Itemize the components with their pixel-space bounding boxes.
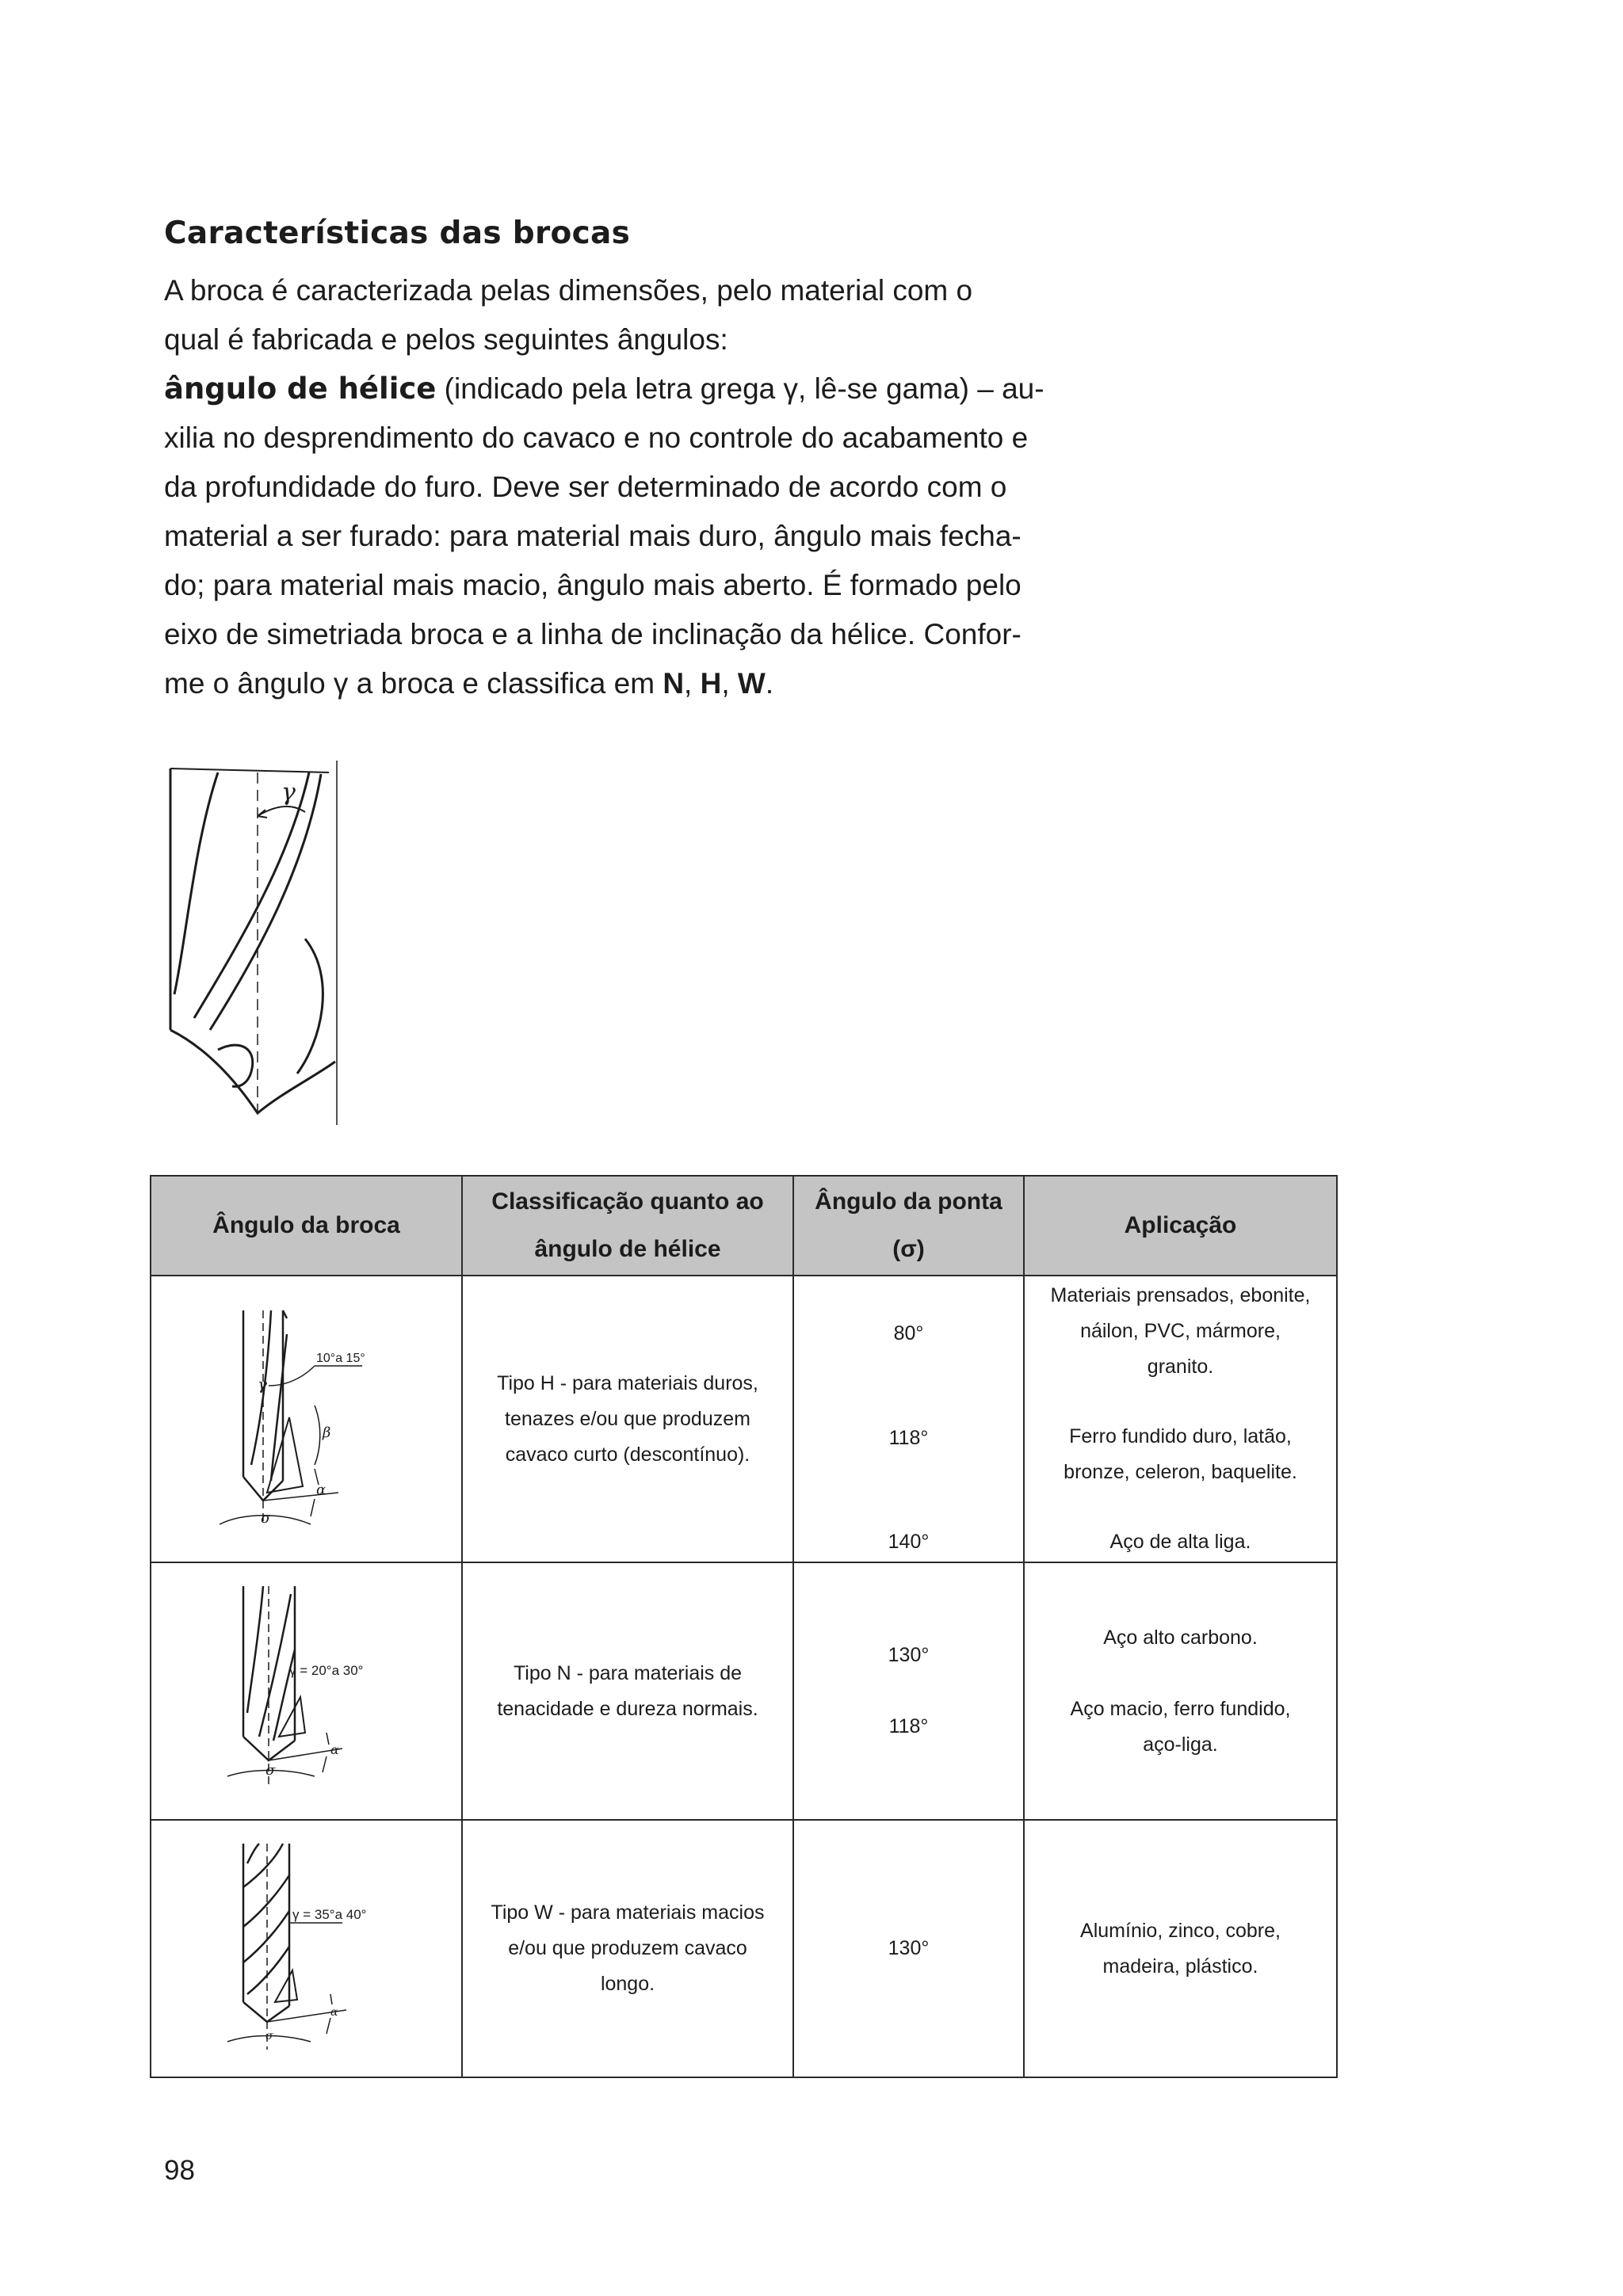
alpha-symbol: α	[330, 1742, 339, 1757]
drill-helix-figure	[162, 757, 349, 1125]
header-application: Aplicação	[1024, 1176, 1337, 1276]
beta-symbol: β	[322, 1424, 330, 1441]
table-row	[151, 1276, 1337, 1562]
helix-angle-term: ângulo de hélice	[164, 372, 437, 406]
helix-range-label: γ = 35°a 40°	[292, 1907, 366, 1922]
type-h-drill-drawing	[204, 1295, 410, 1532]
helix-range-label: γ = 20°a 30°	[288, 1663, 363, 1678]
gamma-symbol: γ	[281, 779, 296, 807]
tip-angle-value: 130°	[888, 1644, 930, 1666]
tip-angle-value: 80°	[893, 1322, 924, 1344]
application-cell: Materiais prensados, ebonite, náilon, PVC, mármore, granito. Ferro fundido duro, latão, bronze, celeron, baquelite. Aço de alta liga.	[1024, 1276, 1337, 1562]
drill-drawing-cell	[151, 1562, 462, 1820]
classification-cell: Tipo N - para materiais de tenacidade e dureza normais.	[462, 1562, 793, 1820]
header-drill-angle: Ângulo da broca	[151, 1176, 462, 1276]
text-line: xilia no desprendimento do cavaco e no controle do acabamento e	[164, 421, 1029, 454]
text-line: A broca é caracterizada pelas dimensões, pelo material com o	[164, 274, 973, 307]
text-fragment: .	[765, 667, 774, 700]
tip-angle-cell	[793, 1562, 1024, 1820]
tip-angle-value: 118°	[888, 1426, 929, 1449]
tip-angle-cell	[793, 1820, 1024, 2077]
helix-flute-3	[297, 939, 323, 1074]
intro-paragraph	[164, 266, 1083, 708]
text-fragment: ,	[684, 667, 701, 700]
alpha-symbol: α	[330, 2006, 338, 2019]
tip-right-edge	[258, 1062, 335, 1113]
helix-flute-1	[194, 772, 309, 1018]
table-row	[151, 1820, 1337, 2077]
section-heading: Características das brocas	[164, 215, 631, 251]
text-fragment: me o ângulo γ a broca e classifica em	[164, 667, 663, 700]
text-fragment: (indicado pela letra grega γ, lê-se gama) – au-	[436, 372, 1044, 405]
tip-angle-value: 118°	[888, 1715, 929, 1737]
text-fragment: ,	[721, 667, 738, 700]
helix-left-curve	[174, 772, 218, 994]
gamma-symbol: γ	[257, 1374, 267, 1394]
sigma-symbol: σ	[260, 1509, 270, 1527]
header-classification: Classificação quanto ao ângulo de hélice	[462, 1176, 793, 1276]
application-cell: Aço alto carbono. Aço macio, ferro fundido, aço-liga.	[1024, 1562, 1337, 1820]
helix-range-label: 10°a 15°	[315, 1351, 365, 1365]
text-line	[164, 364, 1083, 414]
tip-angle-value: 140°	[888, 1531, 930, 1553]
type-w-drill-drawing	[204, 1832, 410, 2054]
drill-drawing-cell	[151, 1276, 462, 1562]
text-line: eixo de simetriada broca e a linha de inclinação da hélice. Confor-	[164, 618, 1022, 650]
header-tip-angle: Ângulo da ponta (σ)	[793, 1176, 1024, 1276]
type-h-label: H	[700, 667, 722, 700]
tip-angle-value: 130°	[888, 1937, 930, 1959]
classification-cell: Tipo W - para materiais macios e/ou que produzem cavaco longo.	[462, 1820, 793, 2077]
tip-left-edge	[170, 1030, 258, 1113]
chisel-edge	[218, 1045, 253, 1086]
table-header-row	[151, 1176, 1337, 1276]
text-line: do; para material mais macio, ângulo mais aberto. É formado pelo	[164, 569, 1022, 601]
text-line: da profundidade do furo. Deve ser determinado de acordo com o	[164, 471, 1007, 503]
sigma-symbol: σ	[265, 1762, 275, 1779]
type-w-label: W	[737, 667, 766, 700]
drill-top-edge	[170, 769, 329, 772]
type-n-drill-drawing	[204, 1578, 410, 1792]
drill-classification-table	[150, 1175, 1338, 2078]
text-line: qual é fabricada e pelos seguintes ângulos:	[164, 323, 728, 356]
sigma-symbol: σ	[265, 2030, 273, 2042]
tip-angle-cell	[793, 1276, 1024, 1562]
classification-cell: Tipo H - para materiais duros, tenazes e/ou que produzem cavaco curto (descontínuo).	[462, 1276, 793, 1562]
type-n-label: N	[663, 667, 685, 700]
page-number: 98	[164, 2155, 195, 2186]
application-cell: Alumínio, zinco, cobre, madeira, plástico.	[1024, 1820, 1337, 2077]
drill-drawing-cell	[151, 1820, 462, 2077]
alpha-symbol: α	[315, 1481, 326, 1498]
table-row	[151, 1562, 1337, 1820]
text-line	[164, 659, 1083, 708]
text-line: material a ser furado: para material mais duro, ângulo mais fecha-	[164, 520, 1022, 552]
